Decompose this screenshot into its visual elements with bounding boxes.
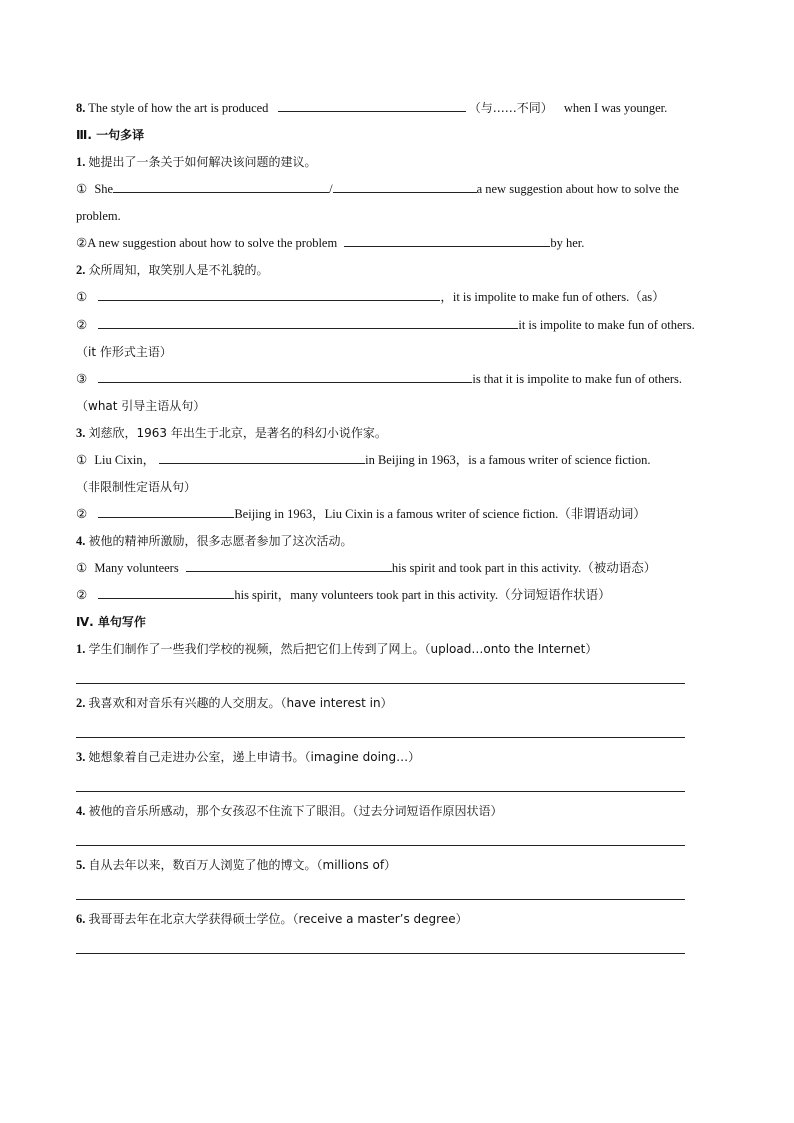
answer-blank[interactable] [333, 181, 477, 193]
question-text: The style of how the art is produced [85, 101, 269, 115]
answer-line[interactable] [76, 953, 685, 954]
answer-blank[interactable] [98, 587, 234, 599]
p1-option-a [76, 181, 679, 197]
option-mark: ② [76, 507, 88, 521]
p2-option-a [76, 289, 665, 305]
writing-item-1 [76, 641, 597, 657]
item-number: 5. [76, 858, 86, 872]
answer-blank[interactable] [98, 506, 234, 518]
item-number: 3. [76, 750, 86, 764]
answer-blank[interactable] [98, 289, 440, 301]
item-text: 我哥哥去年在北京大学获得硕士学位。（receive a master’s degree） [88, 912, 468, 926]
option-mark: ① [76, 182, 88, 196]
option-text: Liu Cixin， [94, 453, 156, 467]
p2-option-b-note: （it 作形式主语） [76, 345, 172, 359]
answer-blank[interactable] [113, 181, 329, 193]
option-text: his spirit，many volunteers took part in this activity.（分词短语作状语） [234, 588, 611, 602]
answer-blank[interactable] [186, 560, 392, 572]
answer-line[interactable] [76, 737, 685, 738]
p3-option-a [76, 452, 650, 468]
prompt-text: 刘慈欣，1963 年出生于北京，是著名的科幻小说作家。 [88, 426, 387, 440]
answer-blank[interactable] [344, 235, 550, 247]
option-text: it is impolite to make fun of others. [518, 318, 695, 332]
writing-item-4 [76, 803, 503, 819]
item-text: 她想象着自己走进办公室，递上申请书。（imagine doing…） [88, 750, 421, 764]
option-text: Beijing in 1963，Liu Cixin is a famous writer of science fiction.（非谓语动词） [234, 507, 646, 521]
prompt-2 [76, 262, 269, 278]
hint-text: （与……不同） [468, 101, 553, 115]
item-number: 6. [76, 912, 86, 926]
item-number: 1. [76, 642, 86, 656]
option-text: ，it is impolite to make fun of others.（as） [440, 290, 665, 304]
prompt-number: 3. [76, 426, 86, 440]
writing-item-2 [76, 695, 393, 711]
section-title-4: Ⅳ. 单句写作 [76, 615, 146, 629]
option-text: She [94, 182, 114, 196]
option-text: in Beijing in 1963，is a famous writer of science fiction. [365, 453, 651, 467]
prompt-number: 4. [76, 534, 86, 548]
option-text: a new suggestion about how to solve the [476, 182, 679, 196]
item-text: 学生们制作了一些我们学校的视频，然后把它们上传到了网上。（upload…onto the Internet） [88, 642, 598, 656]
p3-option-a-note: （非限制性定语从句） [76, 480, 197, 494]
p1-option-b [76, 235, 584, 251]
prompt-text: 被他的精神所激励，很多志愿者参加了这次活动。 [88, 534, 353, 548]
question-text-end: when I was younger. [563, 101, 668, 115]
answer-line[interactable] [76, 845, 685, 846]
item-number: 4. [76, 804, 86, 818]
option-text: A new suggestion about how to solve the problem [87, 236, 338, 250]
item-text: 自从去年以来，数百万人浏览了他的博文。（millions of） [88, 858, 397, 872]
option-mark: ① [76, 561, 88, 575]
option-mark: ② [76, 236, 88, 250]
question-number: 8. [76, 101, 86, 115]
prompt-text: 她提出了一条关于如何解决该问题的建议。 [88, 155, 317, 169]
option-text: is that it is impolite to make fun of others. [472, 372, 683, 386]
option-text: Many volunteers [94, 561, 179, 575]
prompt-1 [76, 154, 317, 170]
p1-option-a-cont: problem. [76, 209, 121, 223]
prompt-number: 1. [76, 155, 86, 169]
p2-option-c-note: （what 引导主语从句） [76, 399, 206, 413]
p4-option-b [76, 587, 611, 603]
prompt-number: 2. [76, 263, 86, 277]
answer-blank[interactable] [159, 452, 365, 464]
option-mark: ① [76, 290, 88, 304]
writing-item-3 [76, 749, 420, 765]
prompt-4 [76, 533, 353, 549]
answer-blank[interactable] [278, 100, 466, 112]
item-text: 我喜欢和对音乐有兴趣的人交朋友。（have interest in） [88, 696, 393, 710]
item-number: 2. [76, 696, 86, 710]
prompt-text: 众所周知，取笑别人是不礼貌的。 [88, 263, 269, 277]
option-text: by her. [550, 236, 585, 250]
writing-item-5 [76, 857, 396, 873]
option-text: his spirit and took part in this activity.（被动语态） [391, 561, 657, 575]
option-mark: ① [76, 453, 88, 467]
question-8 [76, 100, 667, 116]
section-title-3: Ⅲ. 一句多译 [76, 128, 145, 142]
answer-blank[interactable] [98, 371, 472, 383]
answer-line[interactable] [76, 683, 685, 684]
answer-line[interactable] [76, 899, 685, 900]
item-text: 被他的音乐所感动，那个女孩忍不住流下了眼泪。（过去分词短语作原因状语） [88, 804, 503, 818]
p4-option-a [76, 560, 656, 576]
writing-item-6 [76, 911, 468, 927]
prompt-3 [76, 425, 387, 441]
option-mark: ② [76, 318, 88, 332]
slash: / [329, 182, 333, 196]
option-mark: ③ [76, 372, 88, 386]
p2-option-c [76, 371, 682, 387]
p2-option-b [76, 317, 695, 333]
answer-blank[interactable] [98, 317, 518, 329]
answer-line[interactable] [76, 791, 685, 792]
option-mark: ② [76, 588, 88, 602]
p3-option-b [76, 506, 646, 522]
